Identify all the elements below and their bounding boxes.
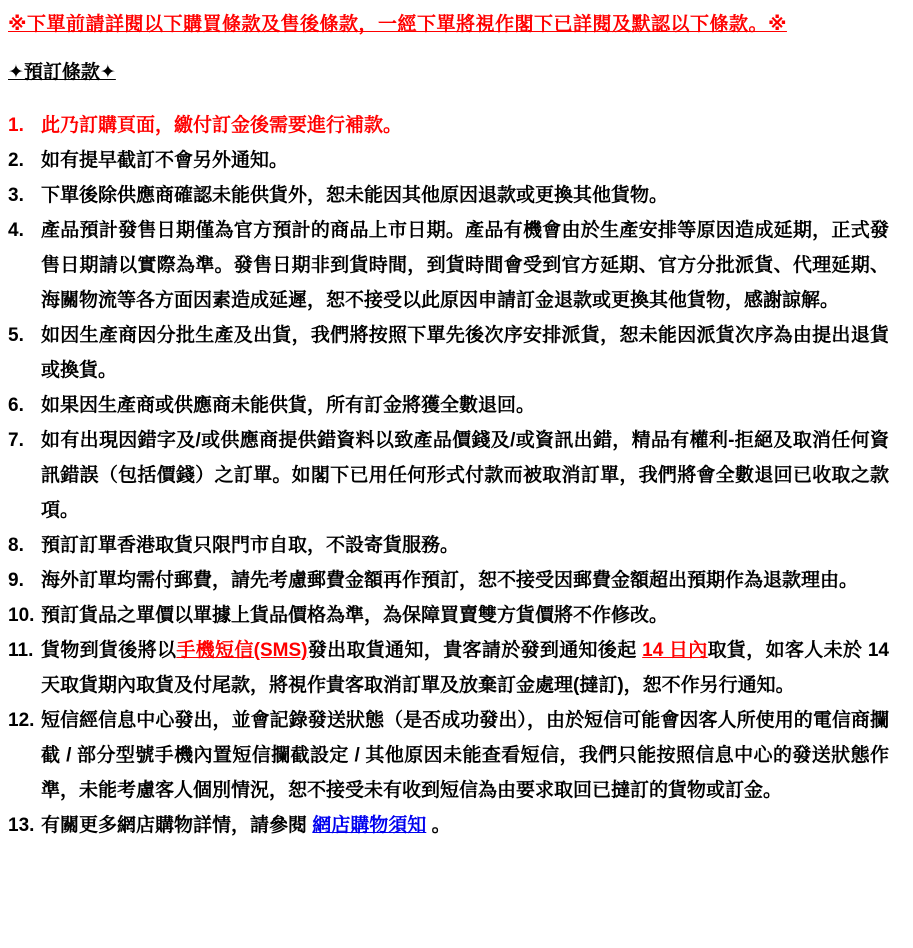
text-segment: 短信經信息中心發出，並會記錄發送狀態（是否成功發出），由於短信可能會因客人所使用的電信商攔截 / 部分型號手機內置短信攔截設定 / 其他原因未能查看短信，我們只能按照信息中心的發送狀態作準，未能考慮客人個別情況，恕不接受未有收到短信為由要求取回已撻訂的貨物或訂金。: [41, 710, 889, 801]
term-number: 2.: [8, 150, 24, 171]
term-number: 6.: [8, 395, 24, 416]
text-segment: 預訂訂單香港取貨只限門市自取，不設寄貨服務。: [41, 535, 460, 556]
text-segment: 發出取貨通知，貴客請於發到通知後起: [307, 640, 643, 661]
term-number: 1.: [8, 115, 24, 136]
terms-list: [8, 108, 889, 843]
term-text: [41, 703, 889, 808]
term-text: [41, 213, 889, 318]
term-number: 10.: [8, 605, 35, 626]
term-item-8: [8, 528, 889, 563]
term-text: [41, 423, 889, 528]
term-item-5: [8, 318, 889, 388]
term-text: [41, 388, 889, 423]
text-segment: 如有出現因錯字及/或供應商提供錯資料以致產品價錢及/或資訊出錯，精品有權利-拒絕及取消任何資訊錯誤（包括價錢）之訂單。如閣下已用任何形式付款而被取消訂單，我們將會全數退回已收取之款項。: [41, 430, 889, 521]
term-number: 12.: [8, 710, 35, 731]
purchase-notice-title: ※下單前請詳閱以下購買條款及售後條款，一經下單將視作閣下已詳閱及默認以下條款。※: [8, 14, 787, 35]
term-text: [41, 598, 889, 633]
term-item-1: [8, 108, 889, 143]
text-segment: 有關更多網店購物詳情，請參閱: [41, 815, 313, 836]
term-item-7: [8, 423, 889, 528]
term-text: [41, 528, 889, 563]
term-item-10: [8, 598, 889, 633]
term-number: 3.: [8, 185, 24, 206]
text-segment: 如果因生產商或供應商未能供貨，所有訂金將獲全數退回。: [41, 395, 536, 416]
term-item-11: [8, 633, 889, 703]
term-text: [41, 633, 889, 703]
shop-guide-link[interactable]: 網店購物須知: [312, 815, 427, 836]
term-number: 7.: [8, 430, 24, 451]
text-segment: 預訂貨品之單價以單據上貨品價格為準，為保障買賣雙方貨價將不作修改。: [41, 605, 669, 626]
term-text: [41, 143, 889, 178]
term-number: 4.: [8, 220, 24, 241]
text-segment: 產品預計發售日期僅為官方預計的商品上市日期。產品有機會由於生產安排等原因造成延期，正式發售日期請以實際為準。發售日期非到貨時間，到貨時間會受到官方延期、官方分批派貨、代理延期、海關物流等各方面因素造成延遲，恕不接受以此原因申請訂金退款或更換其他貨物，感謝諒解。: [41, 220, 889, 311]
term-number: 8.: [8, 535, 24, 556]
term-text: [41, 563, 889, 598]
text-segment: 手機短信(SMS): [176, 640, 308, 661]
term-text: [41, 318, 889, 388]
term-text: [41, 178, 889, 213]
term-item-6: [8, 388, 889, 423]
text-segment: 海外訂單均需付郵費，請先考慮郵費金額再作預訂，恕不接受因郵費金額超出預期作為退款理由。: [41, 570, 859, 591]
text-segment: 。: [426, 815, 451, 836]
term-item-13: [8, 808, 889, 843]
term-item-2: [8, 143, 889, 178]
term-number: 11.: [8, 640, 34, 661]
text-segment: 下單後除供應商確認未能供貨外，恕未能因其他原因退款或更換其他貨物。: [41, 185, 669, 206]
text-segment: 取貨，如客人未於 14 天取貨期內取貨及付尾款，將視作貴客取消訂單及放棄訂金處理(撻訂)，恕不作另行通知。: [41, 640, 889, 696]
text-segment: 如因生產商因分批生產及出貨，我們將按照下單先後次序安排派貨，恕未能因派貨次序為由提出退貨或換貨。: [41, 325, 889, 381]
text-segment: 如有提早截訂不會另外通知。: [41, 150, 289, 171]
term-number: 5.: [8, 325, 24, 346]
term-number: 9.: [8, 570, 24, 591]
term-item-3: [8, 178, 889, 213]
term-item-9: [8, 563, 889, 598]
term-item-4: [8, 213, 889, 318]
text-segment: 14 日內: [642, 640, 708, 661]
term-item-12: [8, 703, 889, 808]
text-segment: 此乃訂購頁面，繳付訂金後需要進行補款。: [41, 115, 403, 136]
preorder-terms-heading: ✦預訂條款✦: [8, 62, 116, 83]
term-number: 13.: [8, 815, 35, 836]
term-text: [41, 108, 889, 143]
text-segment: 貨物到貨後將以: [41, 640, 177, 661]
term-text: [41, 808, 889, 843]
